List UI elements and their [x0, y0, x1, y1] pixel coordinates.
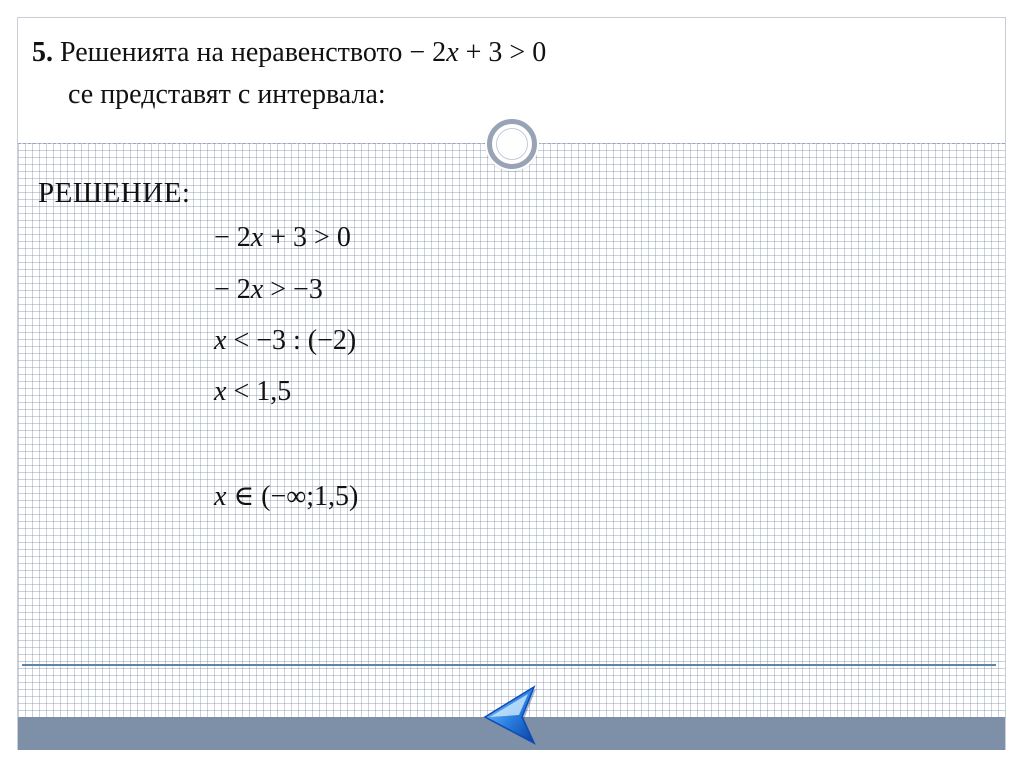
solution-step-4 — [214, 375, 291, 409]
problem-statement — [32, 36, 546, 70]
problem-inequality — [409, 37, 546, 68]
step-post: < 1,5 — [226, 376, 292, 407]
solution-heading: РЕШЕНИЕ: — [38, 177, 191, 209]
problem-number: 5. — [32, 37, 53, 68]
footer-rule — [22, 664, 996, 666]
step-post: > −3 — [263, 274, 323, 305]
graph-paper-background — [18, 143, 1005, 717]
step-post: + 3 > 0 — [263, 222, 351, 253]
step-var: x — [250, 274, 264, 305]
step-var: x — [214, 325, 227, 356]
problem-statement-line2: се представят с интервала: — [68, 79, 386, 110]
previous-arrow-icon[interactable] — [482, 684, 540, 746]
inequality-rest: + 3 > 0 — [458, 37, 547, 68]
step-var: x — [250, 222, 264, 253]
inequality-var: x — [446, 37, 459, 68]
problem-text: Решенията на неравенството — [53, 37, 410, 68]
step-post: ∈ (−∞;1,5) — [226, 481, 359, 512]
solution-step-5 — [214, 480, 358, 514]
ring-ornament-icon — [487, 119, 537, 169]
step-pre: − 2 — [214, 274, 251, 305]
solution-step-1 — [214, 221, 351, 255]
inequality-coef: − 2 — [409, 37, 447, 68]
step-var: x — [214, 376, 227, 407]
solution-step-3 — [214, 324, 356, 358]
step-var: x — [214, 481, 227, 512]
solution-step-2 — [214, 273, 323, 307]
step-pre: − 2 — [214, 222, 251, 253]
step-post: < −3 : (−2) — [226, 325, 357, 356]
